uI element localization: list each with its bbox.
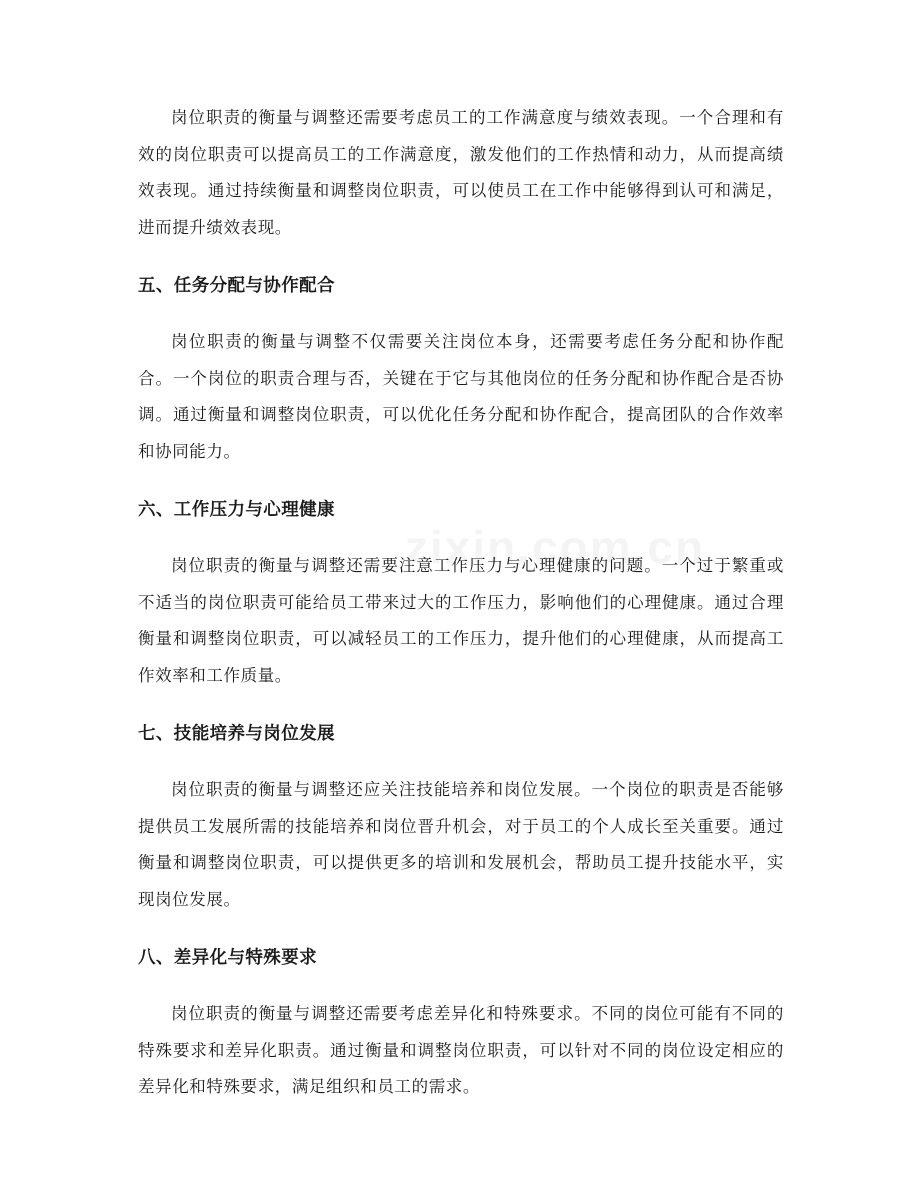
section-paragraph-8: 岗位职责的衡量与调整还需要考虑差异化和特殊要求。不同的岗位可能有不同的特殊要求和差异化职责。通过衡量和调整岗位职责，可以针对不同的岗位设定相应的差异化和特殊要求，满足组织和员工的需求。 xyxy=(138,1004,784,1096)
section-paragraph-5: 岗位职责的衡量与调整不仅需要关注岗位本身，还需要考虑任务分配和协作配合。一个岗位的职责合理与否，关键在于它与其他岗位的任务分配和协作配合是否协调。通过衡量和调整岗位职责，可以优化任务分配和协作配合，提高团队的合作效率和协同能力。 xyxy=(138,332,784,461)
section-heading-7: 七、技能培养与岗位发展 xyxy=(138,724,335,744)
section-heading-5: 五、任务分配与协作配合 xyxy=(138,276,335,296)
document-body xyxy=(138,100,784,1106)
section-heading-6: 六、工作压力与心理健康 xyxy=(138,500,335,520)
section-heading-8: 八、差异化与特殊要求 xyxy=(138,948,317,968)
section-paragraph-7: 岗位职责的衡量与调整还应关注技能培养和岗位发展。一个岗位的职责是否能够提供员工发展所需的技能培养和岗位晋升机会，对于员工的个人成长至关重要。通过衡量和调整岗位职责，可以提供更多的培训和发展机会，帮助员工提升技能水平，实现岗位发展。 xyxy=(138,780,784,909)
intro-paragraph: 岗位职责的衡量与调整还需要考虑员工的工作满意度与绩效表现。一个合理和有效的岗位职责可以提高员工的工作满意度，激发他们的工作热情和动力，从而提高绩效表现。通过持续衡量和调整岗位职责，可以使员工在工作中能够得到认可和满足，进而提升绩效表现。 xyxy=(138,108,784,237)
section-paragraph-6: 岗位职责的衡量与调整还需要注意工作压力与心理健康的问题。一个过于繁重或不适当的岗位职责可能给员工带来过大的工作压力，影响他们的心理健康。通过合理衡量和调整岗位职责，可以减轻员工的工作压力，提升他们的心理健康，从而提高工作效率和工作质量。 xyxy=(138,556,784,685)
